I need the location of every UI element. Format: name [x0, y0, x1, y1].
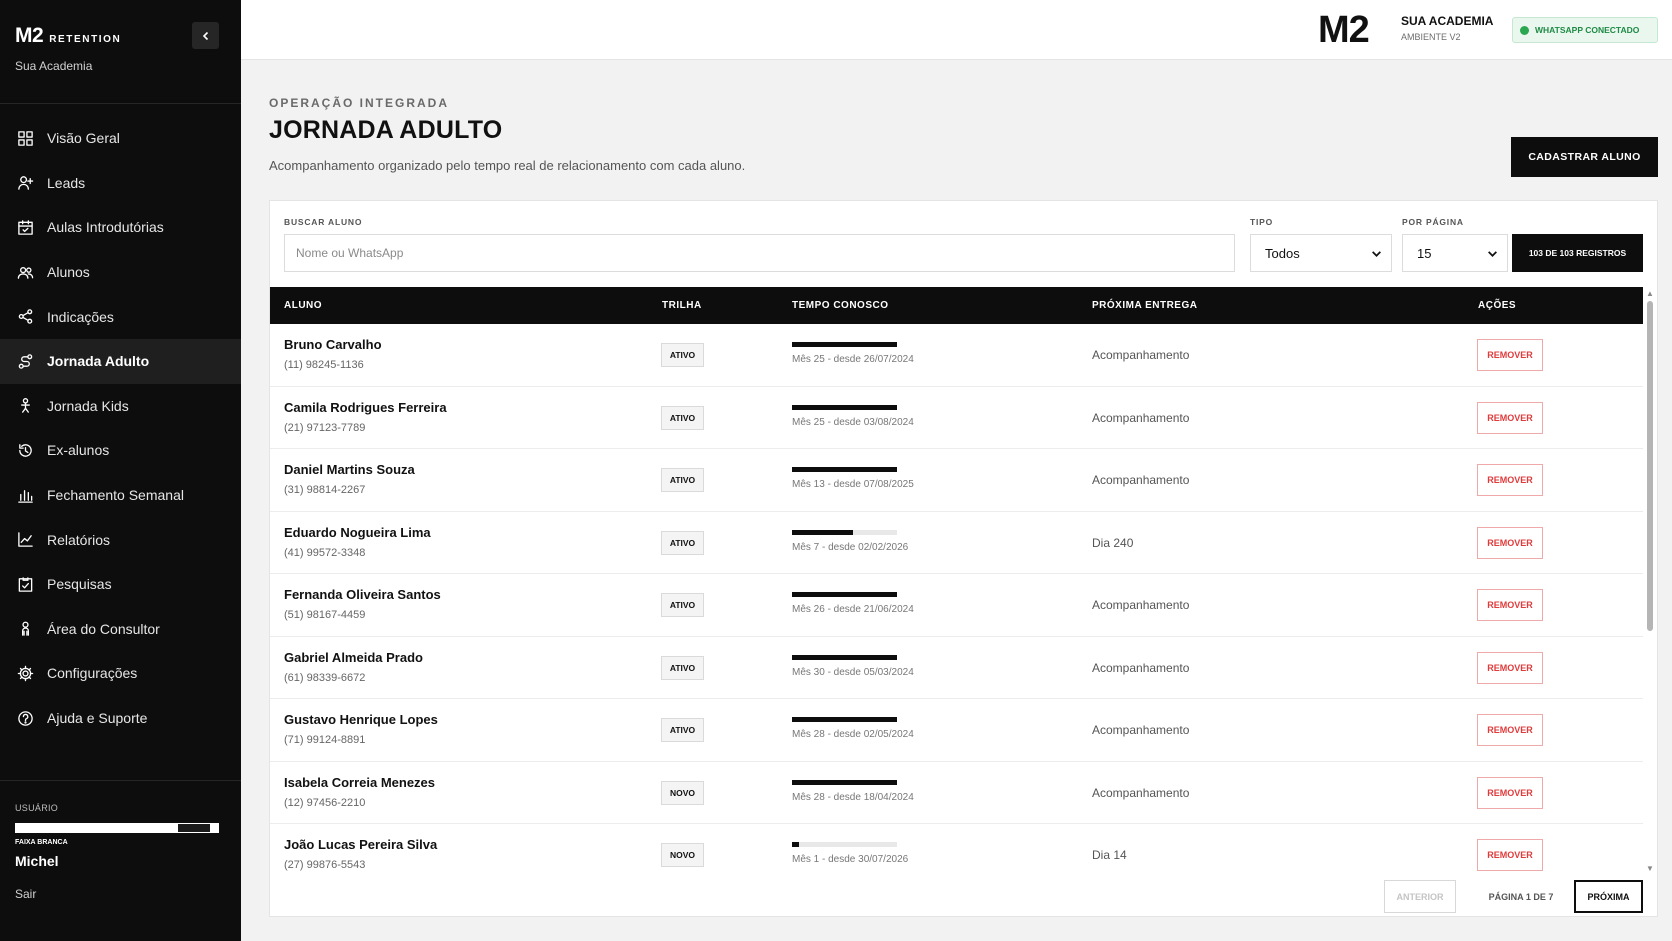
track-badge: NOVO — [661, 781, 704, 805]
sidebar-item-label: Jornada Kids — [47, 397, 129, 414]
student-phone: (12) 97456-2210 — [284, 796, 366, 809]
scroll-thumb[interactable] — [1647, 301, 1653, 631]
tenure-text: Mês 26 - desde 21/06/2024 — [792, 604, 914, 615]
next-page-button[interactable]: PRÓXIMA — [1574, 880, 1643, 913]
next-delivery: Acompanhamento — [1092, 785, 1190, 800]
belt-label: FAIXA BRANCA — [15, 839, 68, 846]
next-delivery: Acompanhamento — [1092, 348, 1190, 362]
tenure-progress-fill — [792, 842, 799, 847]
grid-icon — [16, 129, 34, 147]
whatsapp-status-text: WHATSAPP CONECTADO — [1535, 25, 1640, 35]
column-header: AÇÕES — [1478, 300, 1517, 311]
sidebar-item-indicacoes[interactable] — [0, 294, 241, 339]
student-name: João Lucas Pereira Silva — [284, 837, 438, 852]
sidebar-divider — [0, 103, 241, 104]
tenure-progress-bar — [792, 780, 897, 785]
type-label: TIPO — [1250, 217, 1274, 227]
sidebar-item-configuracoes[interactable] — [0, 651, 241, 696]
sidebar-item-ajuda-e-suporte[interactable] — [0, 696, 241, 741]
tenure-progress-bar — [792, 467, 897, 472]
sidebar-item-pesquisas[interactable] — [0, 562, 241, 607]
add-student-button[interactable]: CADASTRAR ALUNO — [1511, 137, 1658, 177]
table-row — [270, 824, 1643, 887]
tenure-progress-fill — [792, 530, 853, 535]
student-name: Camila Rodrigues Ferreira — [284, 399, 447, 415]
tenure-progress-fill — [792, 655, 897, 660]
sidebar-item-label: Aulas Introdutórias — [47, 219, 164, 236]
table-row — [270, 762, 1643, 825]
student-phone: (51) 98167-4459 — [284, 609, 366, 621]
search-input[interactable] — [284, 234, 1235, 272]
track-badge: ATIVO — [661, 531, 704, 555]
tenure-progress-bar — [792, 405, 897, 410]
status-dot-icon — [1520, 26, 1529, 35]
whatsapp-status-badge — [1512, 17, 1658, 43]
bar-chart-icon — [16, 486, 34, 504]
previous-page-button[interactable]: ANTERIOR — [1384, 880, 1456, 913]
next-delivery: Acompanhamento — [1092, 723, 1190, 737]
records-count: 103 DE 103 REGISTROS — [1512, 234, 1643, 272]
next-delivery: Acompanhamento — [1092, 410, 1190, 425]
next-delivery: Acompanhamento — [1092, 660, 1190, 675]
sidebar-item-label: Alunos — [47, 264, 90, 281]
column-header: TRILHA — [662, 300, 702, 311]
academy-name: SUA ACADEMIA — [1401, 14, 1494, 28]
collapse-sidebar-button[interactable] — [192, 22, 219, 49]
student-phone: (61) 98339-6672 — [284, 671, 366, 684]
column-header: ALUNO — [284, 300, 323, 311]
table-row — [270, 574, 1643, 637]
top-logo: M2 — [1318, 9, 1369, 51]
track-badge: ATIVO — [661, 406, 704, 430]
sidebar-item-label: Pesquisas — [47, 576, 112, 593]
brand — [15, 24, 121, 48]
tenure-progress-fill — [792, 717, 897, 722]
sidebar-item-leads[interactable] — [0, 161, 241, 206]
track-badge: ATIVO — [661, 718, 704, 742]
sidebar-item-label: Indicações — [47, 308, 114, 325]
next-delivery: Dia 240 — [1092, 535, 1134, 550]
sidebar-item-fechamento-semanal[interactable] — [0, 473, 241, 518]
student-phone: (27) 99876-5543 — [284, 859, 366, 871]
table-body — [270, 324, 1643, 887]
chevron-down-icon — [1371, 248, 1382, 259]
student-phone: (31) 98814-2267 — [284, 484, 366, 496]
brand-academy: Sua Academia — [15, 59, 93, 73]
table-row — [270, 387, 1643, 450]
tenure-progress-fill — [792, 342, 897, 347]
sidebar-item-visao-geral[interactable] — [0, 116, 241, 161]
table-row — [270, 324, 1643, 387]
sidebar-item-label: Leads — [47, 174, 86, 191]
sidebar-item-label: Ex-alunos — [47, 442, 110, 459]
sidebar-item-label: Fechamento Semanal — [47, 487, 184, 504]
student-phone: (71) 99124-8891 — [284, 734, 366, 746]
tenure-text: Mês 28 - desde 18/04/2024 — [792, 791, 914, 803]
checklist-icon — [16, 575, 34, 593]
table-header — [270, 287, 1643, 324]
sidebar-item-relatorios[interactable] — [0, 517, 241, 562]
table-row — [270, 699, 1643, 762]
tenure-progress-bar — [792, 655, 897, 660]
top-bar — [241, 0, 1672, 60]
next-delivery: Acompanhamento — [1092, 598, 1190, 612]
tenure-progress-fill — [792, 780, 897, 785]
student-phone: (21) 97123-7789 — [284, 421, 366, 434]
chevron-down-icon — [1487, 248, 1498, 259]
child-icon — [16, 397, 34, 415]
sidebar-item-label: Visão Geral — [47, 130, 120, 147]
sidebar-item-aulas-introdutorias[interactable] — [0, 205, 241, 250]
tenure-text: Mês 30 - desde 05/03/2024 — [792, 666, 914, 678]
type-select-value: Todos — [1265, 245, 1300, 261]
student-name: Isabela Correia Menezes — [284, 774, 436, 790]
sidebar-nav — [0, 116, 241, 740]
sidebar-item-ex-alunos[interactable] — [0, 428, 241, 473]
tenure-progress-bar — [792, 592, 897, 597]
tenure-progress-fill — [792, 592, 897, 597]
tenure-progress-bar — [792, 842, 897, 847]
page-eyebrow: OPERAÇÃO INTEGRADA — [269, 96, 450, 110]
sidebar-item-label: Ajuda e Suporte — [47, 710, 148, 727]
remove-button[interactable]: REMOVER — [1477, 527, 1543, 559]
student-phone: (41) 99572-3348 — [284, 546, 366, 559]
history-icon — [16, 441, 34, 459]
chevron-left-icon — [201, 31, 211, 41]
brand-logo: M2 — [15, 24, 44, 47]
tenure-text: Mês 28 - desde 02/05/2024 — [792, 729, 914, 740]
tenure-progress-bar — [792, 530, 897, 535]
sidebar-item-label: Área do Consultor — [47, 620, 160, 637]
belt-graphic — [15, 823, 219, 833]
per-page-label: POR PÁGINA — [1402, 217, 1464, 227]
sidebar-item-alunos[interactable] — [0, 250, 241, 295]
track-badge: ATIVO — [661, 468, 704, 492]
student-name: Gustavo Henrique Lopes — [284, 712, 438, 727]
users-icon — [16, 263, 34, 281]
student-name: Fernanda Oliveira Santos — [284, 587, 441, 602]
gear-icon — [16, 664, 34, 682]
tenure-text: Mês 7 - desde 02/02/2026 — [792, 541, 909, 553]
table-scrollbar[interactable] — [1645, 287, 1655, 877]
environment-label: AMBIENTE V2 — [1401, 32, 1461, 42]
tenure-text: Mês 13 - desde 07/08/2025 — [792, 479, 914, 490]
sidebar-item-label: Configurações — [47, 665, 138, 682]
line-chart-icon — [16, 531, 34, 549]
type-select[interactable] — [1250, 234, 1392, 272]
search-label: BUSCAR ALUNO — [284, 217, 363, 227]
sidebar-item-jornada-kids[interactable] — [0, 384, 241, 429]
student-name: Bruno Carvalho — [284, 337, 382, 352]
sidebar-item-label: Jornada Adulto — [47, 353, 150, 370]
next-delivery: Dia 14 — [1092, 848, 1127, 862]
remove-button[interactable]: REMOVER — [1477, 652, 1543, 684]
track-badge: ATIVO — [661, 593, 704, 617]
scroll-up-icon[interactable]: ▲ — [1646, 289, 1654, 298]
remove-button[interactable]: REMOVER — [1477, 339, 1543, 371]
column-header: TEMPO CONOSCO — [792, 300, 889, 311]
person-icon — [16, 620, 34, 638]
share-icon — [16, 308, 34, 326]
route-icon — [16, 352, 34, 370]
remove-button[interactable]: REMOVER — [1477, 589, 1543, 621]
page-title: JORNADA ADULTO — [269, 116, 503, 144]
brand-product: RETENTION — [49, 34, 122, 45]
student-name: Eduardo Nogueira Lima — [284, 524, 431, 540]
track-badge: ATIVO — [661, 343, 704, 367]
next-delivery: Acompanhamento — [1092, 473, 1190, 487]
sidebar-divider — [0, 780, 241, 781]
help-icon — [16, 709, 34, 727]
remove-button[interactable]: REMOVER — [1477, 714, 1543, 746]
per-page-value: 15 — [1417, 245, 1432, 261]
sidebar-item-label: Relatórios — [47, 531, 111, 548]
student-phone: (11) 98245-1136 — [284, 359, 364, 371]
scroll-down-icon[interactable]: ▼ — [1646, 864, 1654, 873]
column-header: PRÓXIMA ENTREGA — [1092, 300, 1198, 311]
user-label: USUÁRIO — [15, 803, 59, 813]
tenure-progress-bar — [792, 342, 897, 347]
remove-button[interactable]: REMOVER — [1477, 777, 1543, 809]
per-page-select[interactable] — [1402, 234, 1508, 272]
user-plus-icon — [16, 174, 34, 192]
logout-link[interactable]: Sair — [15, 887, 37, 901]
page-indicator: PÁGINA 1 DE 7 — [1488, 891, 1554, 902]
tenure-text: Mês 25 - desde 03/08/2024 — [792, 416, 914, 428]
students-card — [269, 200, 1658, 917]
student-name: Daniel Martins Souza — [284, 462, 415, 477]
tenure-progress-bar — [792, 717, 897, 722]
table-row — [270, 449, 1643, 512]
students-table — [270, 287, 1643, 887]
tenure-text: Mês 1 - desde 30/07/2026 — [792, 854, 909, 865]
sidebar — [0, 0, 241, 941]
remove-button[interactable]: REMOVER — [1477, 839, 1543, 871]
track-badge: NOVO — [661, 843, 704, 867]
user-name: Michel — [15, 853, 59, 869]
remove-button[interactable]: REMOVER — [1477, 402, 1543, 434]
table-row — [270, 637, 1643, 700]
sidebar-item-jornada-adulto[interactable] — [0, 339, 241, 384]
page-subtitle: Acompanhamento organizado pelo tempo real de relacionamento com cada aluno. — [269, 158, 746, 173]
calendar-icon — [16, 218, 34, 236]
tenure-progress-fill — [792, 405, 897, 410]
tenure-progress-fill — [792, 467, 897, 472]
remove-button[interactable]: REMOVER — [1477, 464, 1543, 496]
track-badge: ATIVO — [661, 656, 704, 680]
tenure-text: Mês 25 - desde 26/07/2024 — [792, 354, 914, 365]
student-name: Gabriel Almeida Prado — [284, 649, 423, 665]
sidebar-item-area-do-consultor[interactable] — [0, 607, 241, 652]
table-row — [270, 512, 1643, 575]
